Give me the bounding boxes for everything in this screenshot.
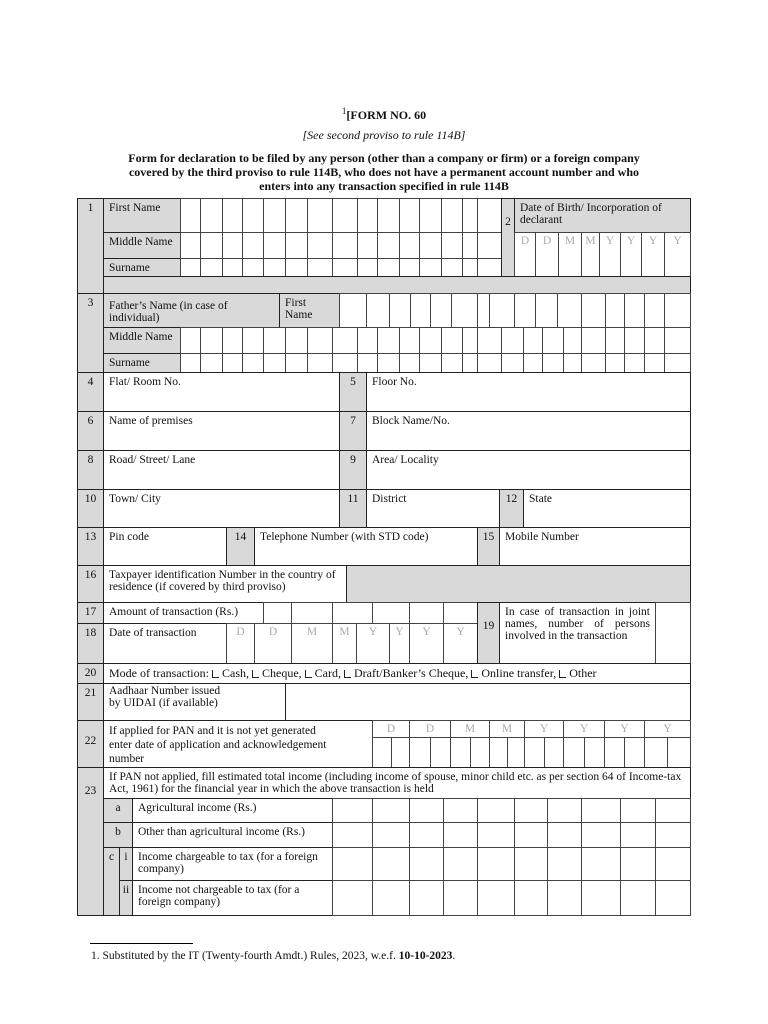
item-number: 23: [77, 767, 104, 916]
joint-names-label: In case of transaction in joint names, number of persons involved in the transaction: [499, 602, 656, 664]
agricultural-income-box[interactable]: [547, 798, 582, 823]
father-middle-name-char-box[interactable]: [624, 327, 645, 354]
form-title: [0, 106, 768, 123]
footnote-divider: [90, 943, 193, 944]
acknowledgement-number-box[interactable]: [470, 737, 490, 768]
father-middle-name-char-box[interactable]: [419, 327, 442, 354]
middle-name-char-box[interactable]: [399, 232, 420, 259]
surname-char-box[interactable]: [462, 258, 478, 277]
other-income-box[interactable]: [547, 822, 582, 848]
item-number: 5: [339, 372, 367, 412]
other-income-box[interactable]: [655, 822, 691, 848]
pan-application-date-box[interactable]: Y: [563, 720, 605, 738]
first-name-char-box[interactable]: [357, 198, 378, 233]
footnote-text: 1. Substituted by the IT (Twenty-fourth Amdt.) Rules, 2023, w.e.f.: [91, 950, 399, 962]
father-middle-name-char-box[interactable]: [501, 327, 524, 354]
father-surname-char-box[interactable]: [399, 353, 420, 373]
non-chargeable-income-box[interactable]: [620, 880, 656, 916]
pin-code-field[interactable]: Pin code: [103, 527, 227, 566]
dob-char-box[interactable]: D: [535, 232, 559, 277]
item-number: 16: [77, 565, 104, 603]
father-surname-char-box[interactable]: [581, 353, 606, 373]
other-income-box[interactable]: [581, 822, 621, 848]
date-of-transaction-box[interactable]: Y: [443, 623, 478, 664]
other-income-box[interactable]: [514, 822, 548, 848]
income-sub-ci: i: [119, 847, 133, 881]
other-income-box[interactable]: [443, 822, 478, 848]
item-number: 4: [77, 372, 104, 412]
non-chargeable-income-box[interactable]: [655, 880, 691, 916]
separator-strip: [103, 276, 691, 294]
father-middle-name-char-box[interactable]: [644, 327, 665, 354]
acknowledgement-number-box[interactable]: [409, 737, 431, 768]
income-sub-b: b: [103, 822, 133, 848]
father-middle-name-char-box[interactable]: [542, 327, 564, 354]
surname-char-box[interactable]: [377, 258, 400, 277]
father-surname-char-box[interactable]: [332, 353, 358, 373]
surname-char-box[interactable]: [419, 258, 442, 277]
item-number: 22: [77, 720, 104, 768]
middle-name-char-box[interactable]: [180, 232, 201, 259]
item-number: 6: [77, 411, 104, 451]
item-number: 3: [77, 293, 104, 373]
form-subtitle: [See second proviso to rule 114B]: [302, 128, 466, 142]
flat-room-field[interactable]: Flat/ Room No.: [103, 372, 340, 412]
aadhaar-field[interactable]: [285, 683, 691, 721]
non-chargeable-income-box[interactable]: [581, 880, 621, 916]
mode-of-transaction-row: [103, 663, 691, 684]
acknowledgement-number-box[interactable]: [391, 737, 410, 768]
first-name-label: First Name: [103, 198, 181, 233]
agricultural-income-box[interactable]: [332, 798, 373, 823]
middle-name-char-box[interactable]: [377, 232, 400, 259]
father-first-name-char-box[interactable]: [366, 293, 390, 328]
amount-box[interactable]: [332, 602, 373, 624]
chargeable-income-box[interactable]: [443, 847, 478, 881]
middle-name-char-box[interactable]: [462, 232, 478, 259]
first-name-char-box[interactable]: [180, 198, 201, 233]
father-middle-name-char-box[interactable]: [222, 327, 243, 354]
pan-application-date-box[interactable]: Y: [524, 720, 564, 738]
father-surname-char-box[interactable]: [180, 353, 201, 373]
acknowledgement-number-box[interactable]: [584, 737, 605, 768]
agricultural-income-box[interactable]: [655, 798, 691, 823]
father-middle-name-char-box[interactable]: [377, 327, 400, 354]
father-surname-char-box[interactable]: [664, 353, 691, 373]
non-chargeable-income-box[interactable]: [547, 880, 582, 916]
middle-name-char-box[interactable]: [357, 232, 378, 259]
pan-application-date-box[interactable]: Y: [604, 720, 645, 738]
chargeable-income-box[interactable]: [332, 847, 373, 881]
other-income-box[interactable]: [372, 822, 410, 848]
dob-char-box[interactable]: Y: [599, 232, 621, 277]
dob-char-box[interactable]: Y: [664, 232, 691, 277]
checkbox-icon[interactable]: [305, 670, 312, 678]
surname-char-box[interactable]: [441, 258, 463, 277]
father-first-name-char-box[interactable]: [389, 293, 411, 328]
amount-box[interactable]: [443, 602, 478, 624]
other-income-box[interactable]: [409, 822, 444, 848]
father-first-name-char-box[interactable]: [557, 293, 582, 328]
father-first-name-char-box[interactable]: [430, 293, 452, 328]
father-middle-name-char-box[interactable]: [605, 327, 625, 354]
telephone-field[interactable]: Telephone Number (with STD code): [254, 527, 478, 566]
middle-name-char-box[interactable]: [441, 232, 463, 259]
aadhaar-label: Aadhaar Number issued by UIDAI (if available): [103, 683, 286, 721]
father-surname-char-box[interactable]: [624, 353, 645, 373]
first-name-char-box[interactable]: [399, 198, 420, 233]
item-number: 19: [477, 602, 500, 664]
father-first-name-char-box[interactable]: [410, 293, 431, 328]
pan-application-date-box[interactable]: D: [372, 720, 410, 738]
checkbox-icon[interactable]: [252, 670, 259, 678]
middle-name-char-box[interactable]: [419, 232, 442, 259]
mode-option-draft[interactable]: [341, 666, 468, 680]
father-first-name-char-box[interactable]: [605, 293, 625, 328]
father-surname-label: Surname: [103, 353, 181, 373]
surname-char-box[interactable]: [180, 258, 201, 277]
dob-char-box[interactable]: M: [581, 232, 600, 277]
date-of-transaction-box[interactable]: D: [254, 623, 292, 664]
item-number: 1: [77, 198, 104, 294]
middle-name-char-box[interactable]: [200, 232, 223, 259]
first-name-char-box[interactable]: [242, 198, 264, 233]
father-surname-char-box[interactable]: [501, 353, 524, 373]
checkbox-icon[interactable]: [559, 670, 566, 678]
agricultural-income-box[interactable]: [581, 798, 621, 823]
acknowledgement-number-box[interactable]: [667, 737, 691, 768]
income-sub-cii: ii: [119, 880, 133, 916]
dob-char-box[interactable]: Y: [641, 232, 665, 277]
tin-label: Taxpayer identification Number in the country of residence (if covered by third proviso): [103, 565, 347, 603]
father-middle-name-char-box[interactable]: [200, 327, 223, 354]
surname-char-box[interactable]: [242, 258, 264, 277]
father-middle-name-char-box[interactable]: [307, 327, 333, 354]
first-name-char-box[interactable]: [441, 198, 463, 233]
chargeable-income-box[interactable]: [620, 847, 656, 881]
item-number: 15: [477, 527, 500, 566]
father-surname-char-box[interactable]: [200, 353, 223, 373]
father-surname-char-box[interactable]: [477, 353, 502, 373]
mode-option-label: Card,: [314, 666, 341, 680]
father-surname-char-box[interactable]: [263, 353, 286, 373]
father-surname-char-box[interactable]: [357, 353, 378, 373]
father-surname-char-box[interactable]: [523, 353, 543, 373]
acknowledgement-number-box[interactable]: [450, 737, 471, 768]
mobile-field[interactable]: Mobile Number: [499, 527, 691, 566]
item-number: 20: [77, 663, 104, 684]
date-of-transaction-label: Date of transaction: [103, 623, 227, 664]
mode-option-online-transfer[interactable]: [468, 666, 556, 680]
amount-box[interactable]: [409, 602, 444, 624]
surname-char-box[interactable]: [222, 258, 243, 277]
dob-char-box[interactable]: D: [514, 232, 536, 277]
first-name-char-box[interactable]: [419, 198, 442, 233]
father-middle-name-char-box[interactable]: [477, 327, 502, 354]
mode-option-cheque[interactable]: [249, 666, 302, 680]
father-middle-name-char-box[interactable]: [263, 327, 286, 354]
acknowledgement-number-box[interactable]: [372, 737, 392, 768]
first-name-char-box[interactable]: [307, 198, 333, 233]
middle-name-char-box[interactable]: [222, 232, 243, 259]
surname-char-box[interactable]: [285, 258, 308, 277]
form-description: Form for declaration to be filed by any person (other than a company or firm) or a foreign company covered by the third proviso to rule 114B, who does not have a permanent account number and who enters into any transaction specified in rule 114B: [128, 151, 640, 193]
acknowledgement-number-box[interactable]: [563, 737, 585, 768]
amount-box[interactable]: [372, 602, 410, 624]
amount-box[interactable]: [263, 602, 292, 624]
other-income-box[interactable]: [332, 822, 373, 848]
surname-char-box[interactable]: [477, 258, 502, 277]
father-first-name-char-box[interactable]: [664, 293, 691, 328]
dob-label: Date of Birth/ Incorporation of declarant: [514, 198, 691, 233]
father-surname-char-box[interactable]: [285, 353, 308, 373]
item-number: 9: [339, 450, 367, 490]
income-sub-a: a: [103, 798, 133, 823]
surname-char-box[interactable]: [200, 258, 223, 277]
item-number: 8: [77, 450, 104, 490]
middle-name-label: Middle Name: [103, 232, 181, 259]
other-income-box[interactable]: [477, 822, 515, 848]
date-of-transaction-box[interactable]: M: [332, 623, 357, 664]
joint-persons-count-field[interactable]: [655, 602, 691, 664]
middle-name-char-box[interactable]: [307, 232, 333, 259]
pan-application-date-box[interactable]: M: [489, 720, 525, 738]
father-first-name-char-box[interactable]: [581, 293, 606, 328]
surname-char-box[interactable]: [263, 258, 286, 277]
town-field[interactable]: Town/ City: [103, 489, 340, 528]
checkbox-icon[interactable]: [471, 670, 478, 678]
surname-char-box[interactable]: [307, 258, 333, 277]
pan-applied-label: If applied for PAN and it is not yet generated enter date of application and acknowledgement number: [103, 720, 373, 768]
agricultural-income-box[interactable]: [443, 798, 478, 823]
father-surname-char-box[interactable]: [542, 353, 564, 373]
mode-option-label: Online transfer,: [481, 666, 557, 680]
chargeable-income-label: Income chargeable to tax (for a foreign company): [132, 847, 333, 881]
form-title-text: [FORM NO. 60: [346, 108, 427, 122]
item-number: 11: [339, 489, 367, 528]
first-name-char-box[interactable]: [285, 198, 308, 233]
father-middle-name-char-box[interactable]: [332, 327, 358, 354]
father-middle-name-char-box[interactable]: [581, 327, 606, 354]
father-surname-char-box[interactable]: [644, 353, 665, 373]
middle-name-char-box[interactable]: [285, 232, 308, 259]
father-first-name-char-box[interactable]: [514, 293, 536, 328]
amount-box[interactable]: [291, 602, 333, 624]
middle-name-char-box[interactable]: [263, 232, 286, 259]
first-name-char-box[interactable]: [222, 198, 243, 233]
item-number: 10: [77, 489, 104, 528]
footnote: [91, 950, 455, 962]
item-number: 17: [77, 602, 104, 624]
other-income-box[interactable]: [620, 822, 656, 848]
surname-label: Surname: [103, 258, 181, 277]
item-number: 2: [501, 198, 515, 277]
middle-name-char-box[interactable]: [242, 232, 264, 259]
date-of-transaction-box[interactable]: Y: [356, 623, 390, 664]
checkbox-icon[interactable]: [212, 670, 219, 678]
chargeable-income-box[interactable]: [409, 847, 444, 881]
chargeable-income-box[interactable]: [547, 847, 582, 881]
district-field[interactable]: District: [366, 489, 500, 528]
item-number: 7: [339, 411, 367, 451]
mode-label: Mode of transaction:: [109, 666, 209, 680]
acknowledgement-number-box[interactable]: [604, 737, 625, 768]
mode-option-cash[interactable]: [209, 666, 249, 680]
first-name-char-box[interactable]: [263, 198, 286, 233]
chargeable-income-box[interactable]: [477, 847, 515, 881]
agricultural-income-box[interactable]: [514, 798, 548, 823]
non-chargeable-income-box[interactable]: [514, 880, 548, 916]
first-name-char-box[interactable]: [377, 198, 400, 233]
first-name-char-box[interactable]: [200, 198, 223, 233]
father-middle-name-char-box[interactable]: [523, 327, 543, 354]
acknowledgement-number-box[interactable]: [507, 737, 525, 768]
father-first-name-char-box[interactable]: [535, 293, 558, 328]
checkbox-icon[interactable]: [344, 670, 351, 678]
item-number: 18: [77, 623, 104, 664]
acknowledgement-number-box[interactable]: [489, 737, 508, 768]
first-name-char-box[interactable]: [332, 198, 358, 233]
father-first-name-label: First Name: [279, 293, 340, 328]
father-first-name-char-box[interactable]: [339, 293, 367, 328]
premises-field[interactable]: Name of premises: [103, 411, 340, 451]
father-middle-name-label: Middle Name: [103, 327, 181, 354]
acknowledgement-number-box[interactable]: [544, 737, 564, 768]
father-middle-name-char-box[interactable]: [563, 327, 582, 354]
dob-char-box[interactable]: Y: [620, 232, 642, 277]
item-number: 14: [226, 527, 255, 566]
mode-option-label: Draft/Banker’s Cheque,: [353, 666, 469, 680]
mode-option-other[interactable]: [556, 666, 596, 680]
father-middle-name-char-box[interactable]: [285, 327, 308, 354]
block-field[interactable]: Block Name/No.: [366, 411, 691, 451]
date-of-transaction-box[interactable]: D: [226, 623, 255, 664]
father-first-name-char-box[interactable]: [489, 293, 515, 328]
dob-char-box[interactable]: M: [558, 232, 582, 277]
footnote-date: 10-10-2023: [398, 950, 453, 962]
father-middle-name-char-box[interactable]: [242, 327, 264, 354]
chargeable-income-box[interactable]: [581, 847, 621, 881]
date-of-transaction-box[interactable]: Y: [409, 623, 444, 664]
first-name-char-box[interactable]: [462, 198, 478, 233]
agricultural-income-label: Agricultural income (Rs.): [132, 798, 333, 823]
floor-field[interactable]: Floor No.: [366, 372, 691, 412]
father-middle-name-char-box[interactable]: [357, 327, 378, 354]
agricultural-income-box[interactable]: [477, 798, 515, 823]
income-sub-c: c: [103, 847, 120, 916]
income-label: If PAN not applied, fill estimated total income (including income of spouse, minor child etc. as per section 64 of Income-tax Act, 1961) for the financial year in which the above transaction is held: [103, 767, 691, 799]
road-field[interactable]: Road/ Street/ Lane: [103, 450, 340, 490]
acknowledgement-number-box[interactable]: [524, 737, 545, 768]
surname-char-box[interactable]: [399, 258, 420, 277]
mode-option-label: Other: [569, 666, 597, 680]
pan-application-date-box[interactable]: D: [409, 720, 451, 738]
father-surname-char-box[interactable]: [462, 353, 478, 373]
father-first-name-char-box[interactable]: [644, 293, 665, 328]
non-chargeable-income-box[interactable]: [372, 880, 410, 916]
father-surname-char-box[interactable]: [222, 353, 243, 373]
chargeable-income-box[interactable]: [372, 847, 410, 881]
father-surname-char-box[interactable]: [242, 353, 264, 373]
father-surname-char-box[interactable]: [563, 353, 582, 373]
mode-option-label: Cheque,: [261, 666, 302, 680]
item-number: 21: [77, 683, 104, 721]
surname-char-box[interactable]: [332, 258, 358, 277]
father-surname-char-box[interactable]: [377, 353, 400, 373]
middle-name-char-box[interactable]: [477, 232, 502, 259]
footnote-end: .: [452, 950, 456, 962]
item-number: 13: [77, 527, 104, 566]
pan-application-date-box[interactable]: Y: [644, 720, 691, 738]
non-chargeable-income-box[interactable]: [409, 880, 444, 916]
agricultural-income-box[interactable]: [409, 798, 444, 823]
father-surname-char-box[interactable]: [419, 353, 442, 373]
father-surname-char-box[interactable]: [307, 353, 333, 373]
acknowledgement-number-box[interactable]: [644, 737, 668, 768]
agricultural-income-box[interactable]: [620, 798, 656, 823]
tin-field[interactable]: [346, 565, 691, 603]
pan-application-date-box[interactable]: M: [450, 720, 490, 738]
father-surname-char-box[interactable]: [605, 353, 625, 373]
father-middle-name-char-box[interactable]: [441, 327, 463, 354]
non-chargeable-income-label: Income not chargeable to tax (for a foreign company): [132, 880, 333, 916]
father-first-name-char-box[interactable]: [624, 293, 645, 328]
footnote-ref: 1: [341, 106, 347, 116]
mode-option-card[interactable]: [302, 666, 341, 680]
non-chargeable-income-box[interactable]: [332, 880, 373, 916]
father-name-label: Father’s Name (in case of individual): [103, 293, 280, 328]
acknowledgement-number-box[interactable]: [624, 737, 645, 768]
non-chargeable-income-box[interactable]: [443, 880, 478, 916]
middle-name-char-box[interactable]: [332, 232, 358, 259]
other-income-label: Other than agricultural income (Rs.): [132, 822, 333, 848]
date-of-transaction-box[interactable]: M: [291, 623, 333, 664]
area-field[interactable]: Area/ Locality: [366, 450, 691, 490]
amount-label: Amount of transaction (Rs.): [103, 602, 264, 624]
state-field[interactable]: State: [523, 489, 691, 528]
first-name-char-box[interactable]: [477, 198, 502, 233]
acknowledgement-number-box[interactable]: [430, 737, 451, 768]
chargeable-income-box[interactable]: [514, 847, 548, 881]
chargeable-income-box[interactable]: [655, 847, 691, 881]
father-first-name-char-box[interactable]: [451, 293, 478, 328]
father-surname-char-box[interactable]: [441, 353, 463, 373]
date-of-transaction-box[interactable]: Y: [389, 623, 410, 664]
father-middle-name-char-box[interactable]: [462, 327, 478, 354]
agricultural-income-box[interactable]: [372, 798, 410, 823]
item-number: 12: [499, 489, 524, 528]
mode-option-label: Cash,: [221, 666, 249, 680]
non-chargeable-income-box[interactable]: [477, 880, 515, 916]
surname-char-box[interactable]: [357, 258, 378, 277]
father-middle-name-char-box[interactable]: [180, 327, 201, 354]
father-middle-name-char-box[interactable]: [664, 327, 691, 354]
father-middle-name-char-box[interactable]: [399, 327, 420, 354]
